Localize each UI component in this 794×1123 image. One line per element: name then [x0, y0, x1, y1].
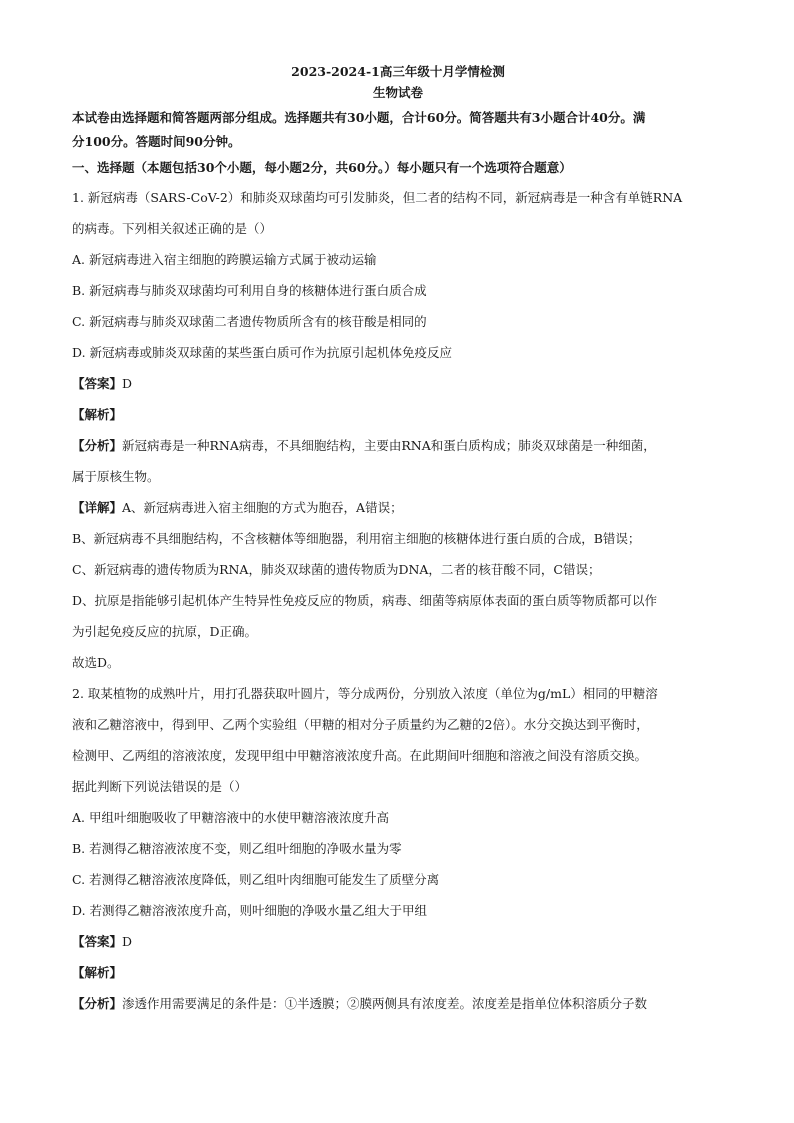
fenxi-text: 渗透作用需要满足的条件是：①半透膜；②膜两侧具有浓度差。浓度差是指单位体积溶质分子数 [122, 996, 648, 1011]
q1-xiangjie-b: B、新冠病毒不具细胞结构，不含核糖体等细胞器，利用宿主细胞的核糖体进行蛋白质的合成，B错误； [72, 531, 641, 546]
q1-option-a: A. 新冠病毒进入宿主细胞的跨膜运输方式属于被动运输 [72, 252, 377, 267]
exam-intro [72, 106, 724, 154]
q2-option-b: B. 若测得乙糖溶液浓度不变，则乙组叶细胞的净吸水量为零 [72, 841, 402, 856]
q1-fenxi-line-2: 属于原核生物。 [72, 469, 160, 484]
q1-option-c: C. 新冠病毒与肺炎双球菌二者遗传物质所含有的核苷酸是相同的 [72, 314, 427, 329]
q2-stem-line-1: 2. 取某植物的成熟叶片，用打孔器获取叶圆片，等分成两份，分别放入浓度（单位为g/mL）相同的甲糖溶 [72, 686, 658, 701]
question-1 [72, 182, 724, 678]
q1-xiangjie-d-line-2: 为引起免疫反应的抗原，D正确。 [72, 624, 258, 639]
intro-line-2: 分100分。答题时间90分钟。 [72, 134, 241, 149]
q2-analysis-heading [72, 957, 724, 988]
q2-option-d: D. 若测得乙糖溶液浓度升高，则叶细胞的净吸水量乙组大于甲组 [72, 903, 428, 918]
q1-analysis-heading [72, 399, 724, 430]
q1-conclusion: 故选D。 [72, 655, 120, 670]
q1-xiangjie-a [72, 492, 724, 523]
answer-value: D [122, 376, 133, 391]
fenxi-tag: 【分析】 [72, 996, 123, 1011]
analysis-tag: 【解析】 [72, 407, 123, 422]
q1-fenxi-line-1 [72, 430, 724, 461]
q2-answer [72, 926, 724, 957]
exam-subtitle: 生物试卷 [372, 85, 423, 100]
section-heading-choice: 一、选择题（本题包括30个小题，每小题2分，共60分。）每小题只有一个选项符合题意） [72, 160, 572, 175]
q1-option-b: B. 新冠病毒与肺炎双球菌均可利用自身的核糖体进行蛋白质合成 [72, 283, 427, 298]
q1-option-d: D. 新冠病毒或肺炎双球菌的某些蛋白质可作为抗原引起机体免疫反应 [72, 345, 453, 360]
q2-stem-line-2: 液和乙糖溶液中，得到甲、乙两个实验组（甲糖的相对分子质量约为乙糖的2倍）。水分交换达到平衡时， [72, 717, 649, 732]
q1-stem-line-2: 的病毒。下列相关叙述正确的是（） [72, 221, 273, 236]
fenxi-text: 新冠病毒是一种RNA病毒，不具细胞结构，主要由RNA和蛋白质构成；肺炎双球菌是一种细菌， [122, 438, 656, 453]
q2-fenxi-line-1 [72, 988, 724, 1019]
q2-option-c: C. 若测得乙糖溶液浓度降低，则乙组叶肉细胞可能发生了质壁分离 [72, 872, 440, 887]
intro-line-1: 本试卷由选择题和简答题两部分组成。选择题共有30小题，合计60分。简答题共有3小题合计40分。满 [72, 110, 646, 125]
q1-xiangjie-d-line-1: D、抗原是指能够引起机体产生特异性免疫反应的物质，病毒、细菌等病原体表面的蛋白质等物质都可以作 [72, 593, 658, 608]
answer-value: D [122, 934, 133, 949]
q2-stem-line-3: 检测甲、乙两组的溶液浓度，发现甲组中甲糖溶液浓度升高。在此期间叶细胞和溶液之间没有溶质交换。 [72, 748, 648, 763]
xiangjie-tag: 【详解】 [72, 500, 123, 515]
xiangjie-text: A、新冠病毒进入宿主细胞的方式为胞吞，A错误； [122, 500, 403, 515]
q2-stem-line-4: 据此判断下列说法错误的是（） [72, 779, 248, 794]
analysis-tag: 【解析】 [72, 965, 123, 980]
answer-tag: 【答案】 [72, 376, 123, 391]
question-2 [72, 678, 724, 1019]
q2-option-a: A. 甲组叶细胞吸收了甲糖溶液中的水使甲糖溶液浓度升高 [72, 810, 389, 825]
page-content [72, 62, 724, 1019]
q1-answer [72, 368, 724, 399]
q1-xiangjie-c: C、新冠病毒的遗传物质为RNA，肺炎双球菌的遗传物质为DNA，二者的核苷酸不同，C错误； [72, 562, 601, 577]
answer-tag: 【答案】 [72, 934, 123, 949]
exam-title: 2023-2024-1高三年级十月学情检测 [291, 64, 505, 79]
q1-stem-line-1: 1. 新冠病毒（SARS-CoV-2）和肺炎双球菌均可引发肺炎，但二者的结构不同，新冠病毒是一种含有单链RNA [72, 190, 683, 205]
fenxi-tag: 【分析】 [72, 438, 123, 453]
